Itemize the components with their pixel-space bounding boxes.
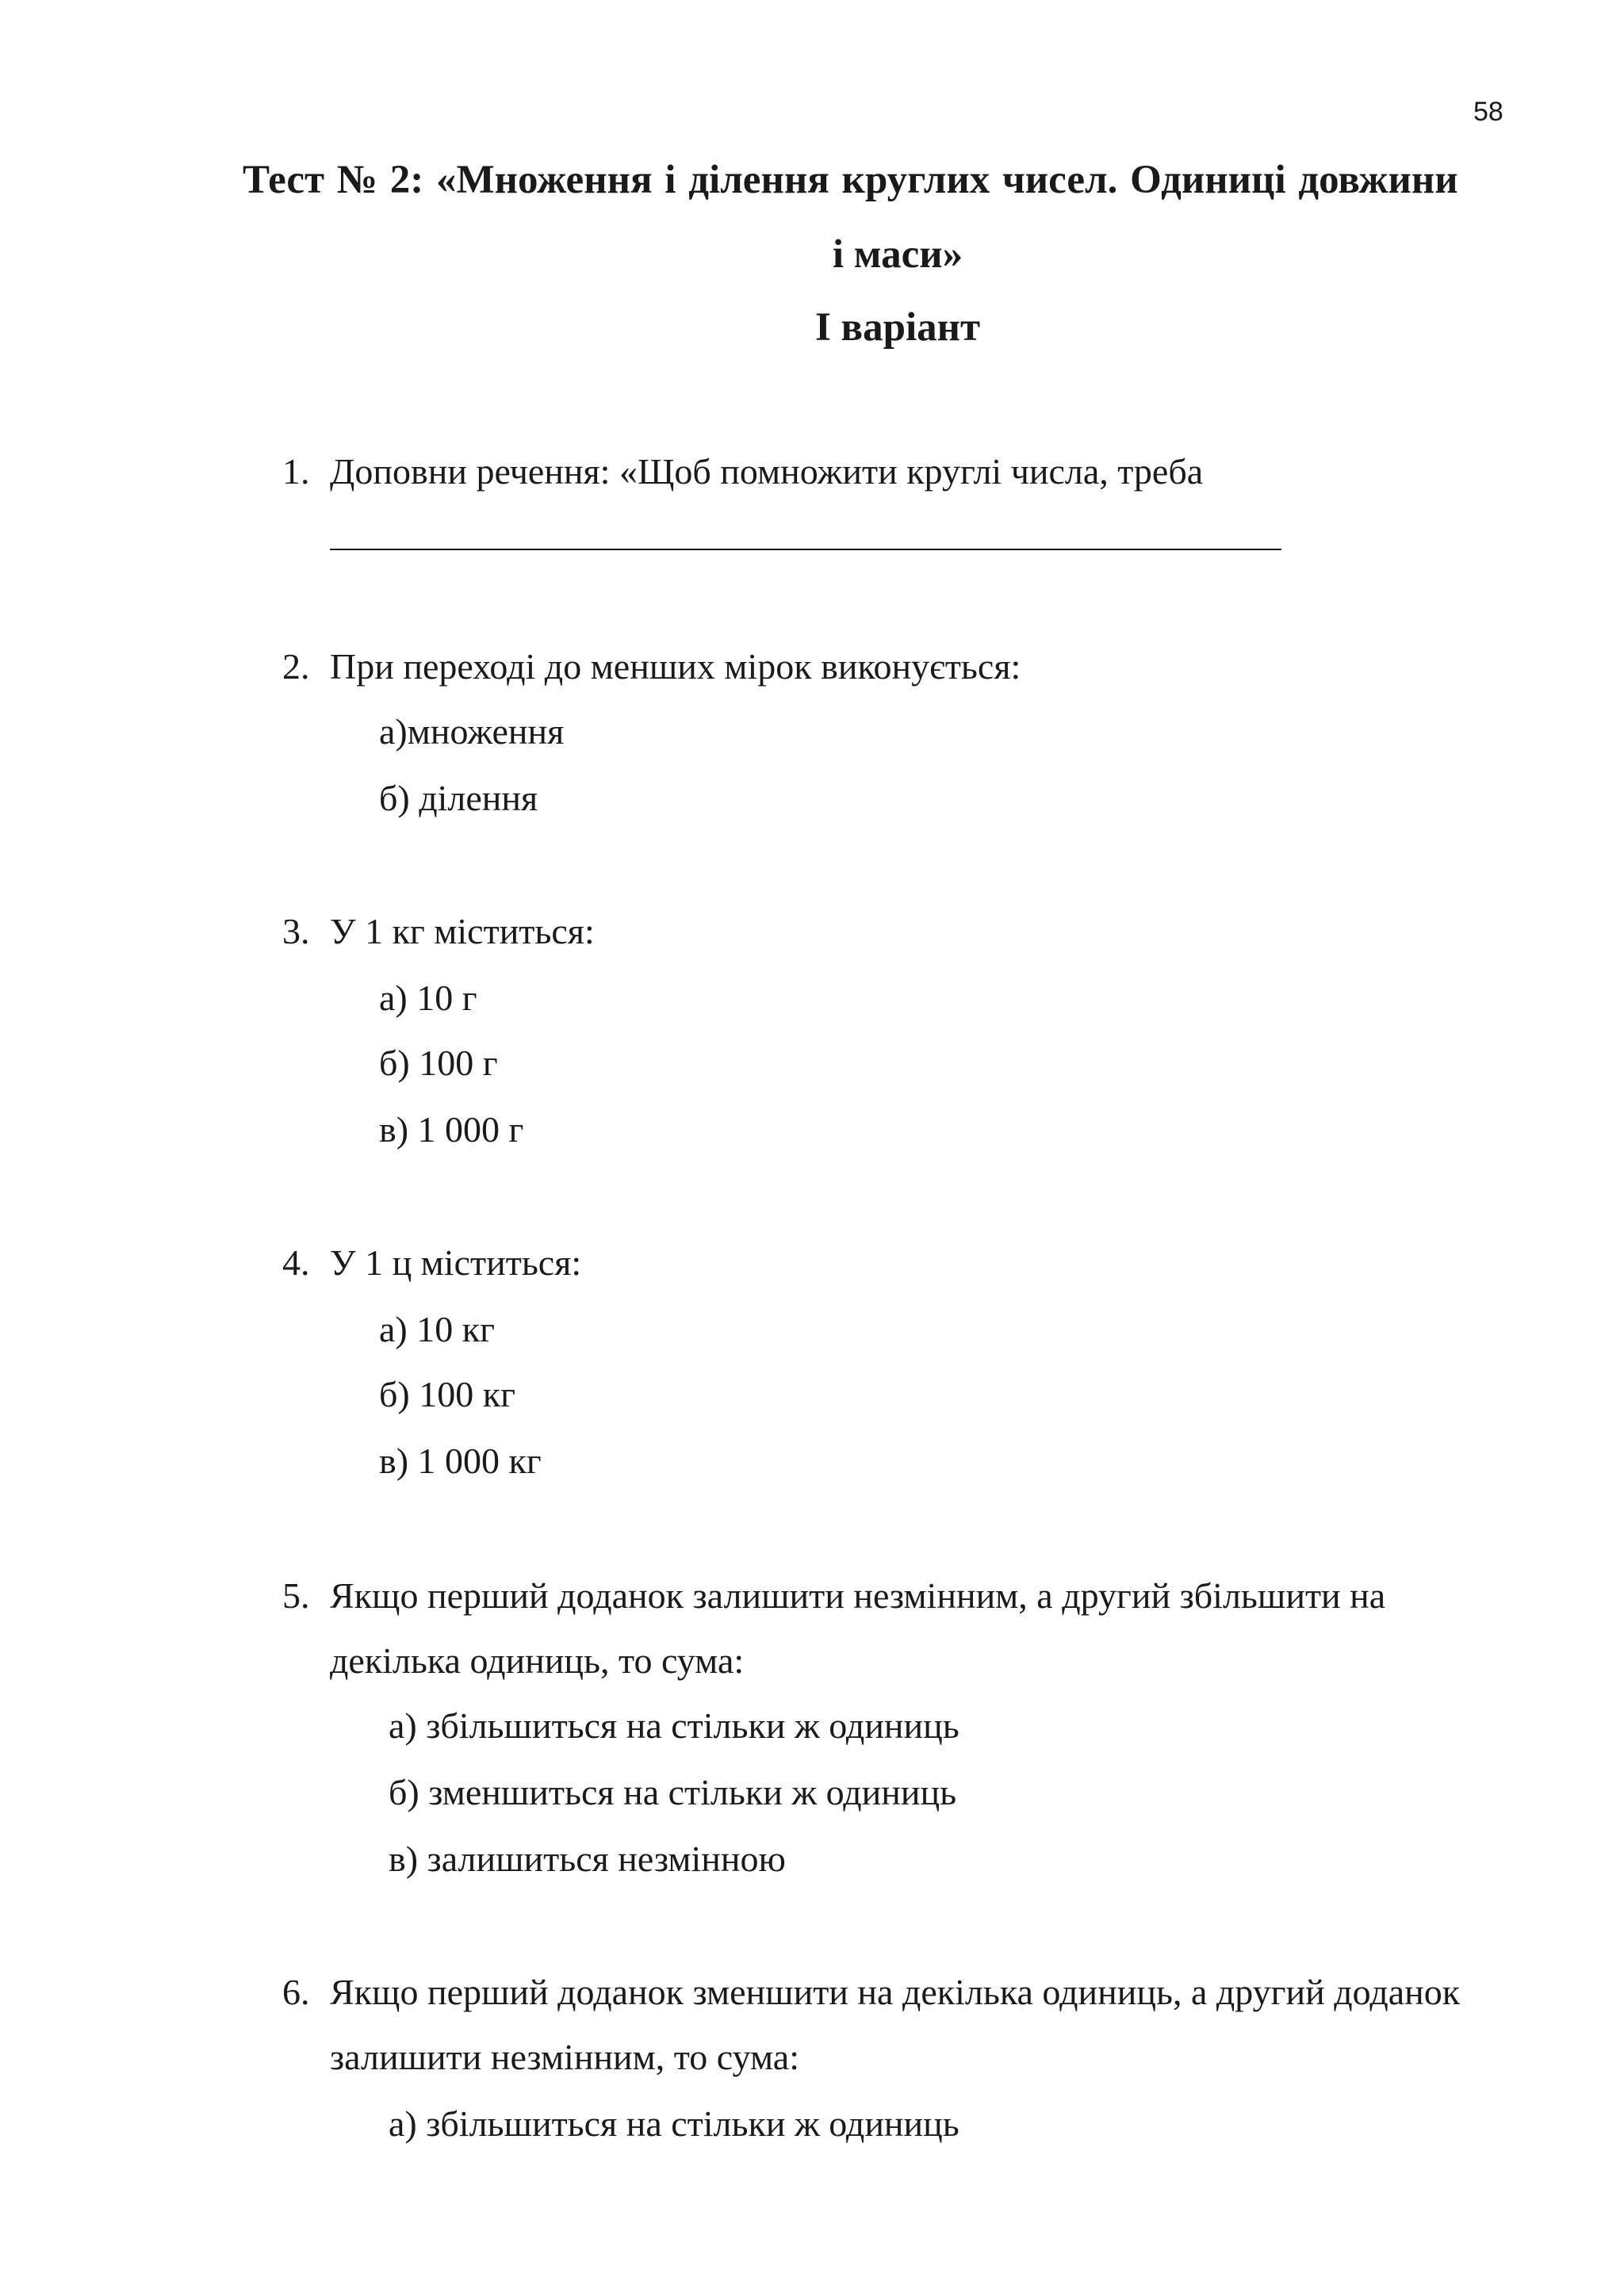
answer-option: а) збільшиться на стільки ж одиниць (389, 1705, 959, 1746)
question-text: При переході до менших мірок виконується: (330, 646, 1021, 687)
answer-option: б) 100 г (379, 1043, 498, 1083)
question-number: 5. (282, 1575, 310, 1616)
title-line-1: Тест № 2: «Множення і ділення круглих чисел. Одиниці довжини (243, 158, 1458, 202)
question-number: 4. (282, 1242, 310, 1283)
question-number: 6. (282, 1972, 310, 2012)
question-text: У 1 ц міститься: (330, 1242, 582, 1283)
page-number: 58 (1473, 97, 1503, 127)
answer-option: а) збільшиться на стільки ж одиниць (389, 2103, 959, 2144)
question-number: 3. (282, 911, 310, 951)
answer-option: б) ділення (379, 778, 538, 818)
answer-option: б) зменшиться на стільки ж одиниць (389, 1772, 957, 1812)
variant-heading: І варіант (814, 305, 981, 350)
answer-option: в) 1 000 г (379, 1109, 524, 1150)
question-text-continuation: залишити незмінним, то сума: (330, 2037, 799, 2077)
question-text: Якщо перший доданок зменшити на декілька одиниць, а другий доданок (330, 1972, 1461, 2012)
title-line-2: і маси» (832, 232, 963, 277)
question-text: Якщо перший доданок залишити незмінним, а другий збільшити на (330, 1575, 1386, 1616)
answer-option: а) 10 г (379, 978, 477, 1018)
answer-blank-line (330, 549, 1281, 550)
question-text-continuation: декілька одиниць, то сума: (330, 1640, 745, 1681)
question-text: Доповни речення: «Щоб помножити круглі числа, треба (330, 451, 1204, 492)
answer-option: в) 1 000 кг (379, 1441, 542, 1481)
answer-option: б) 100 кг (379, 1374, 515, 1414)
answer-option: а)множення (379, 711, 565, 752)
question-number: 1. (282, 451, 310, 492)
question-text: У 1 кг міститься: (330, 911, 595, 951)
answer-option: а) 10 кг (379, 1309, 495, 1349)
question-number: 2. (282, 646, 310, 687)
answer-option: в) залишиться незмінною (389, 1839, 786, 1879)
